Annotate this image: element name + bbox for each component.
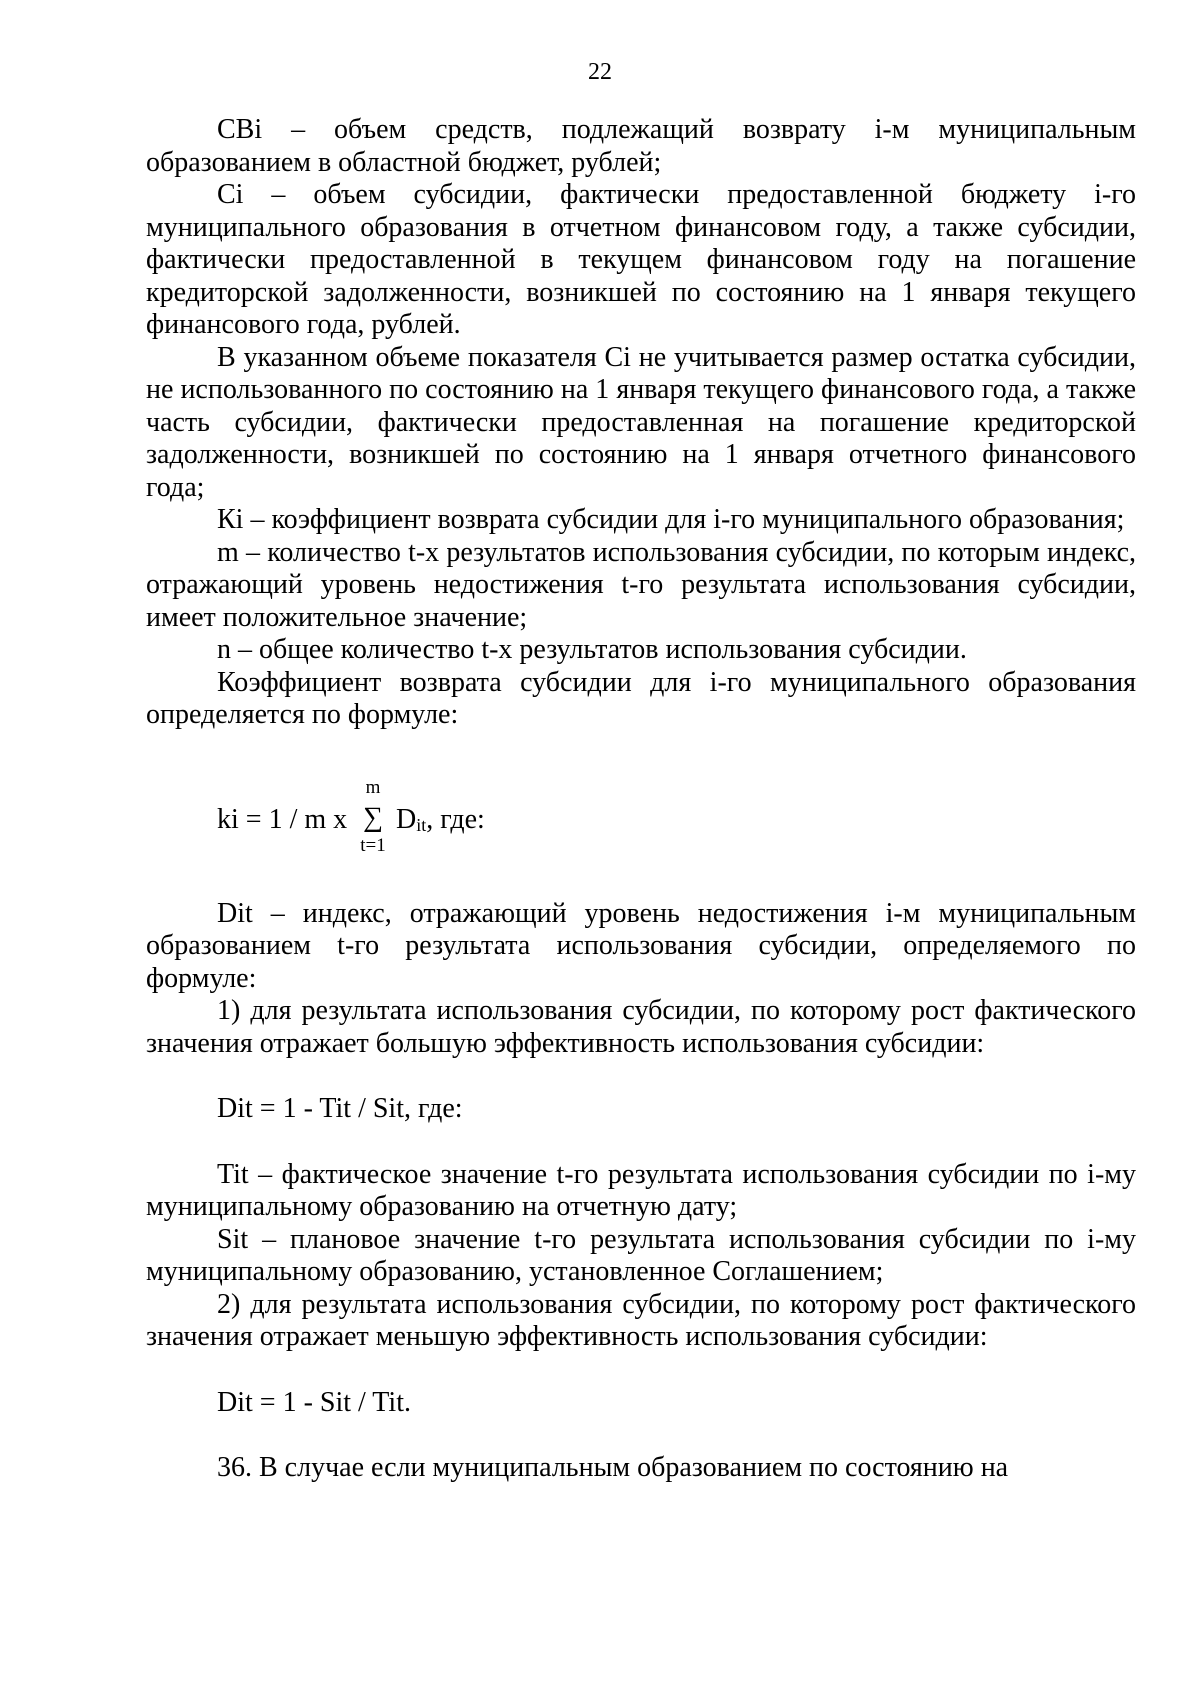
formula-ki-tail: , где: xyxy=(426,803,485,835)
page-number: 22 xyxy=(588,59,612,85)
spacer xyxy=(146,732,1136,778)
paragraph-36: 36. В случае если муниципальным образованием по состоянию на xyxy=(217,1452,1009,1483)
formula-dit-1: Dit = 1 - Tit / Sit, где: xyxy=(217,1093,463,1124)
spacer xyxy=(146,1060,1136,1093)
formula-ki-left: ki = 1 / m x xyxy=(217,803,348,835)
paragraph-cvi: СВi – объем средств, подлежащий возврату i-м муниципальным образованием в областной бюджет, рублей; xyxy=(146,114,1136,178)
paragraph-ci: Сi – объем субсидии, фактически предоставленной бюджету i-го муниципального образования в отчетном финансовом году, а также субсидии, фактически предоставленной в текущем финансовом году на погашение кредиторской задолженности, возникшей по состоянию на 1 января текущего финансового года, рублей. xyxy=(146,179,1136,340)
paragraph-m: m – количество t-х результатов использования субсидии, по которым индекс, отражающий уровень недостижения t-го результата использования субсидии, имеет положительное значение; xyxy=(146,536,1136,633)
paragraph-ki: Кi – коэффициент возврата субсидии для i-го муниципального образования; xyxy=(217,504,1125,535)
paragraph-coefficient-intro: Коэффициент возврата субсидии для i-го муниципального образования определяется по формуле: xyxy=(146,666,1136,730)
spacer xyxy=(146,1126,1136,1159)
spacer xyxy=(146,858,1136,898)
paragraph-sit: Sit – плановое значение t-го результата использования субсидии по i-му муниципальному образованию, установленное Соглашением; xyxy=(146,1223,1136,1287)
paragraph-dit: Dit – индекс, отражающий уровень недостижения i-м муниципальным образованием t-го результата использования субсидии, определяемого по формуле: xyxy=(146,897,1136,994)
summation-block xyxy=(353,778,393,858)
formula-ki xyxy=(146,778,1136,858)
sum-upper-limit: m xyxy=(365,776,381,798)
paragraph-ci-note: В указанном объеме показателя Сi не учитывается размер остатка субсидии, не использованного по состоянию на 1 января текущего финансового года, а также часть субсидии, фактически предоставленная на погашение кредиторской задолженности, возникшей по состоянию на 1 января отчетного финансового года; xyxy=(146,341,1136,503)
formula-dit-2: Dit = 1 - Sit / Tit. xyxy=(217,1386,411,1418)
paragraph-case-2: 2) для результата использования субсидии, по которому рост фактического значения отражает меньшую эффективность использования субсидии: xyxy=(146,1288,1136,1352)
spacer xyxy=(146,1419,1136,1452)
paragraph-tit: Tit – фактическое значение t-го результата использования субсидии по i-му муниципальному образованию на отчетную дату; xyxy=(146,1158,1136,1222)
paragraph-case-1: 1) для результата использования субсидии, по которому рост фактического значения отражает большую эффективность использования субсидии: xyxy=(146,995,1136,1059)
document-body xyxy=(146,114,1136,1485)
paragraph-n: n – общее количество t-х результатов использования субсидии. xyxy=(217,634,967,665)
formula-ki-term-subscript: it xyxy=(416,814,427,835)
sum-lower-limit: t=1 xyxy=(360,834,386,856)
spacer xyxy=(146,1354,1136,1387)
sum-sign: ∑ xyxy=(363,801,383,833)
formula-ki-right xyxy=(396,804,485,842)
formula-ki-term: D xyxy=(396,803,417,835)
